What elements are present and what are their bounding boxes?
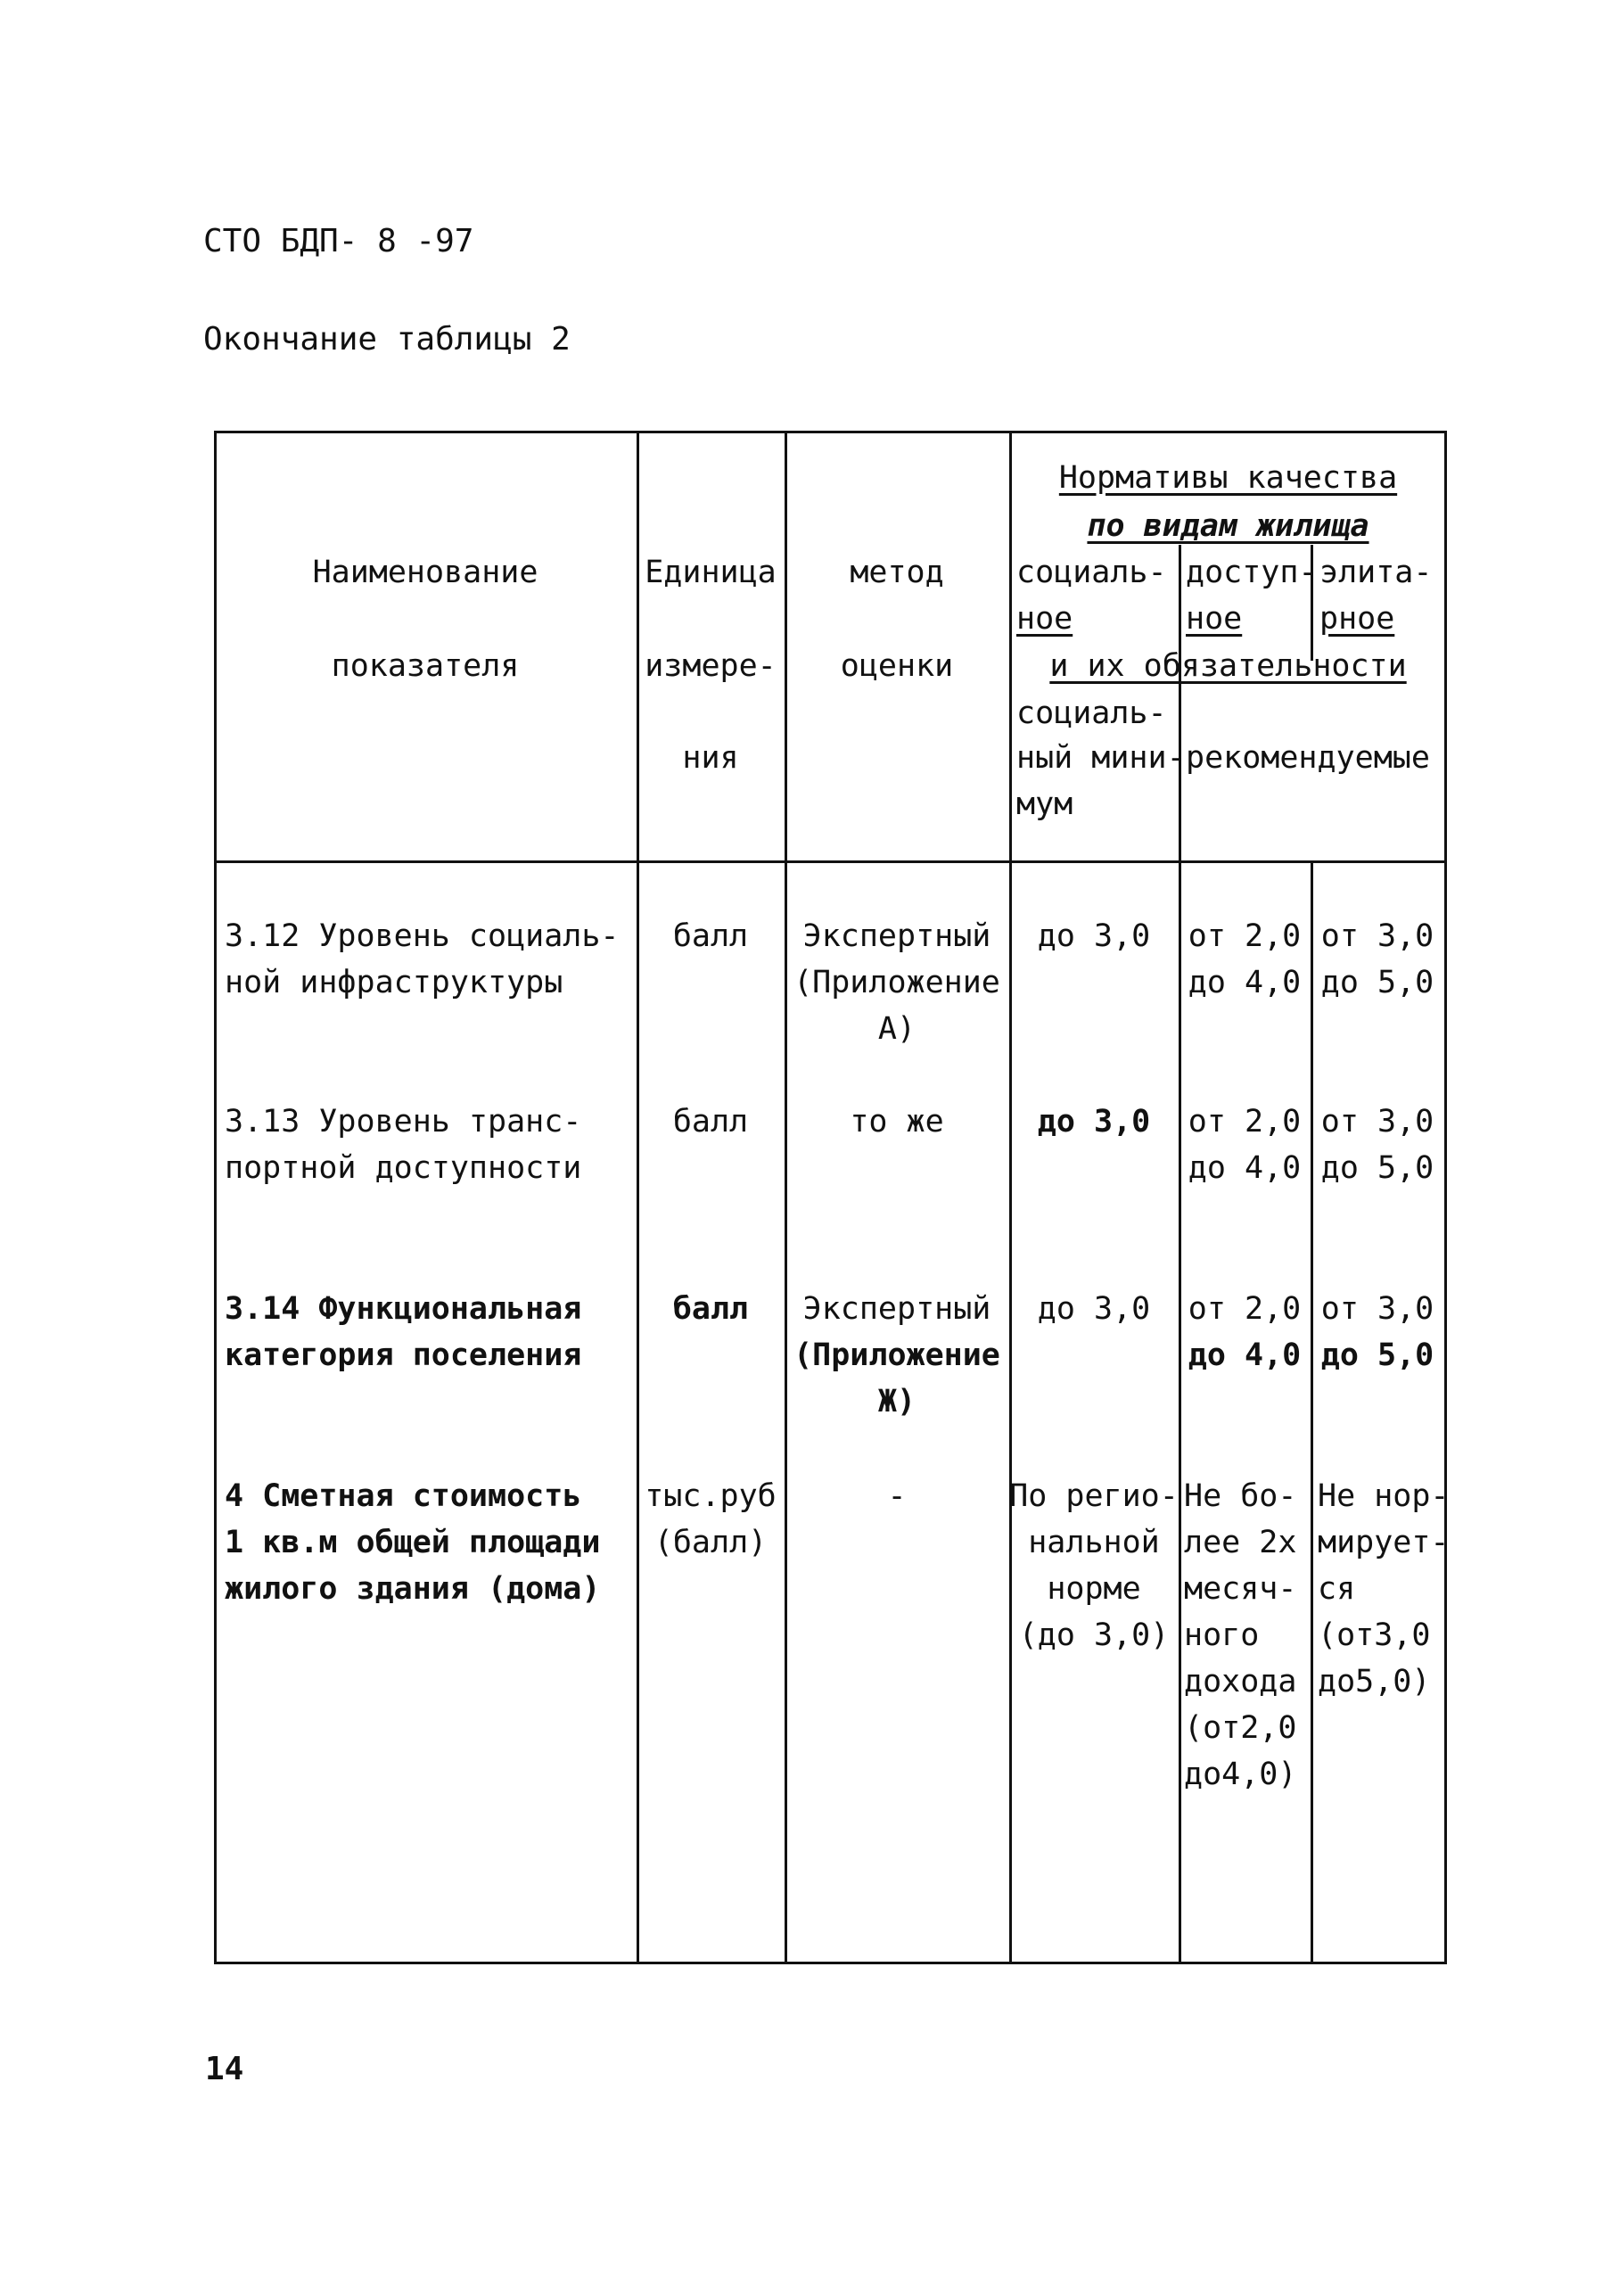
row-3-14-accessible-line1: от 2,0 — [1188, 1291, 1302, 1327]
header-body-divider — [214, 860, 1447, 863]
table-caption: Окончание таблицы 2 — [203, 321, 571, 358]
header-unit-line2: измере- — [645, 648, 777, 684]
row-4-social-line4: (до 3,0) — [1018, 1617, 1170, 1653]
row-3-13-elite-line1: от 3,0 — [1320, 1104, 1434, 1140]
row-3-13-method: то же — [850, 1104, 944, 1140]
row-3-13-name-line1: 3.13 Уровень транс- — [225, 1104, 582, 1140]
row-4-accessible-line4: ного — [1184, 1617, 1260, 1653]
row-4-accessible-line3: месяч- — [1184, 1571, 1297, 1607]
row-3-14-name-line2: категория поселения — [225, 1337, 582, 1373]
header-name-line2: показателя — [331, 648, 520, 684]
header-norms-subtitle: по видам жилища — [1087, 508, 1369, 544]
indicator-table — [214, 431, 1450, 1964]
header-obligation: и их обязательности — [1049, 648, 1407, 684]
row-3-12-social: до 3,0 — [1037, 918, 1151, 954]
header-name-line1: Наименование — [312, 555, 538, 590]
header-method-line1: метод — [850, 555, 944, 590]
header-social-min-line3: мум — [1016, 786, 1073, 822]
header-type-accessible-line2: ное — [1186, 601, 1243, 637]
row-4-social-line2: нальной — [1028, 1525, 1160, 1560]
row-4-accessible-line7: до4,0) — [1184, 1757, 1297, 1792]
row-4-elite-line4: (от3,0 — [1318, 1617, 1431, 1653]
row-3-12-method-line3: А) — [877, 1011, 916, 1047]
row-3-12-name-line2: ной инфраструктуры — [225, 965, 563, 1000]
row-3-12-accessible-line1: от 2,0 — [1188, 918, 1302, 954]
header-type-elite-line2: рное — [1319, 601, 1395, 637]
row-3-13-accessible-line1: от 2,0 — [1188, 1104, 1302, 1140]
row-3-14-method-line1: Экспертный — [802, 1291, 991, 1327]
row-3-13-name-line2: портной доступности — [225, 1150, 582, 1186]
row-3-13-social: до 3,0 — [1037, 1104, 1151, 1140]
row-3-12-name-line1: 3.12 Уровень социаль- — [225, 918, 620, 954]
row-3-14-elite-line2: до 5,0 — [1320, 1337, 1434, 1373]
row-3-14-method-line2: (Приложение — [793, 1337, 1000, 1373]
row-4-method: - — [887, 1478, 907, 1514]
header-recommended: рекомендуемые — [1186, 740, 1430, 776]
header-type-social-line2: ное — [1016, 601, 1073, 637]
table-border-right — [1444, 431, 1447, 1964]
row-4-unit-line2: (балл) — [653, 1525, 768, 1560]
row-4-name-line2: 1 кв.м общей площади — [225, 1525, 601, 1560]
row-3-14-social: до 3,0 — [1037, 1291, 1151, 1327]
row-4-social-line1: По регио- — [1009, 1478, 1179, 1514]
row-3-14-method-line3: Ж) — [877, 1384, 916, 1420]
row-3-14-unit: балл — [672, 1291, 749, 1327]
page-number: 14 — [205, 2051, 244, 2087]
header-type-elite-line1: элита- — [1319, 555, 1433, 590]
row-4-name-line3: жилого здания (дома) — [225, 1571, 601, 1607]
row-3-12-elite-line2: до 5,0 — [1320, 965, 1434, 1000]
header-social-min-line1: социаль- — [1016, 695, 1167, 731]
row-3-14-name-line1: 3.14 Функциональная — [225, 1291, 582, 1327]
row-4-elite-line2: мирует- — [1318, 1525, 1450, 1560]
row-3-12-accessible-line2: до 4,0 — [1188, 965, 1302, 1000]
document-code: СТО БДП- 8 -97 — [203, 223, 474, 259]
row-4-accessible-line5: дохода — [1184, 1664, 1297, 1699]
row-3-13-unit: балл — [672, 1104, 749, 1140]
header-norms-title: Нормативы качества — [1058, 460, 1398, 496]
header-unit-line3: ния — [682, 740, 739, 776]
row-4-name-line1: 4 Сметная стоимость — [225, 1478, 582, 1514]
row-3-12-unit: балл — [672, 918, 749, 954]
col-divider-elite-body — [1311, 860, 1313, 1964]
row-4-elite-line5: до5,0) — [1318, 1664, 1431, 1699]
row-3-13-elite-line2: до 5,0 — [1320, 1150, 1434, 1186]
row-3-14-accessible-line2: до 4,0 — [1188, 1337, 1302, 1373]
header-unit-line1: Единица — [645, 555, 777, 590]
header-social-min-line2: ный мини- — [1016, 740, 1186, 776]
header-method-line2: оценки — [840, 648, 954, 684]
row-3-13-accessible-line2: до 4,0 — [1188, 1150, 1302, 1186]
row-4-elite-line3: ся — [1318, 1571, 1356, 1607]
row-3-14-elite-line1: от 3,0 — [1320, 1291, 1434, 1327]
table-border-bottom — [214, 1962, 1447, 1964]
table-border-top — [214, 431, 1447, 433]
header-type-social-line1: социаль- — [1016, 555, 1167, 590]
row-3-12-method-line2: (Приложение — [793, 965, 1000, 1000]
row-4-elite-line1: Не нор- — [1318, 1478, 1450, 1514]
row-3-12-method-line1: Экспертный — [802, 918, 991, 954]
row-4-accessible-line6: (от2,0 — [1184, 1710, 1297, 1746]
header-type-accessible-line1: доступ- — [1186, 555, 1318, 590]
row-4-social-line3: норме — [1047, 1571, 1141, 1607]
row-4-accessible-line1: Не бо- — [1184, 1478, 1297, 1514]
row-4-accessible-line2: лее 2х — [1184, 1525, 1297, 1560]
row-3-12-elite-line1: от 3,0 — [1320, 918, 1434, 954]
row-4-unit-line1: тыс.руб — [645, 1478, 777, 1514]
